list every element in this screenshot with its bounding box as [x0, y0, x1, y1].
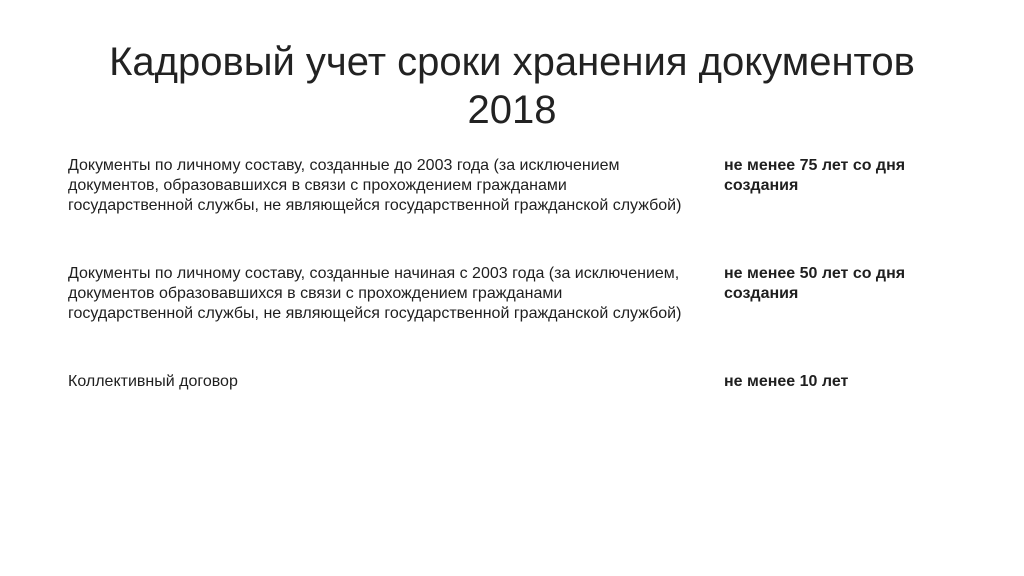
document-type-cell: Коллективный договор: [68, 373, 238, 390]
table-row: [68, 156, 948, 264]
document-type-cell: Документы по личному составу, созданные до 2003 года (за исключением документов, образовавшихся в связи с прохождением гражданами государственной службы, не являющейся государственной гражданской службой): [68, 157, 682, 214]
document-type-cell: Документы по личному составу, созданные начиная с 2003 года (за исключением, документов образовавшихся в связи с прохождением гражданами государственной службы, не являющейся государственной гражданской службой): [68, 265, 682, 322]
retention-term-cell: не менее 75 лет со дня создания: [724, 157, 906, 194]
retention-table: [68, 156, 948, 412]
retention-term-cell: не менее 50 лет со дня создания: [724, 265, 906, 302]
retention-term-cell: не менее 10 лет: [724, 373, 849, 390]
table-row: [68, 372, 948, 412]
table-row: [68, 264, 948, 372]
slide-title: Кадровый учет сроки хранения документов 2018: [109, 40, 915, 132]
